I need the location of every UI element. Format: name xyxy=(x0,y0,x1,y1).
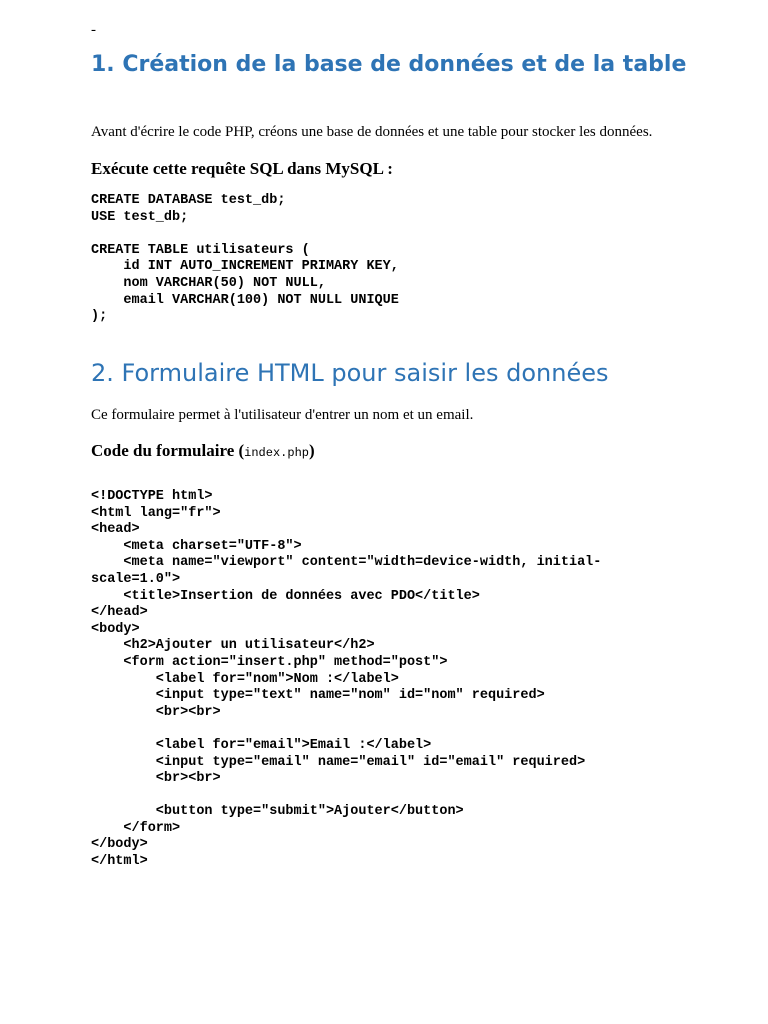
section-2-intro: Ce formulaire permet à l'utilisateur d'entrer un nom et un email. xyxy=(91,407,474,423)
sql-code-block: CREATE DATABASE test_db; USE test_db; CREATE TABLE utilisateurs ( id INT AUTO_INCREMENT PRIMARY KEY, nom VARCHAR(50) NOT NULL, email VARCHAR(100) NOT NULL UNIQUE ); xyxy=(91,193,399,325)
html-code-block: <!DOCTYPE html> <html lang="fr"> <head> <meta charset="UTF-8"> <meta name="viewport" content="width=device-width, initial- scale=1.0"> <title>Insertion de données avec PDO</title> </head> <body> <h2>Ajouter un utilisateur</h2> <form action="insert.php" method="post"> <label for="nom">Nom :</label> <input type="text" name="nom" id="nom" required> <br><br> <label for="email">Email :</label> <input type="email" name="email" id="email" required> <br><br> <button type="submit">Ajouter</button> </form> </body> </html> xyxy=(91,489,602,870)
section-2-subheading xyxy=(91,440,315,464)
filename-code: index.php xyxy=(244,446,309,460)
section-2-heading: 2. Formulaire HTML pour saisir les données xyxy=(91,359,609,387)
subheading-prefix: Code du formulaire ( xyxy=(91,441,245,460)
section-1-heading: 1. Création de la base de données et de la table xyxy=(91,52,687,77)
top-marker: - xyxy=(91,22,96,38)
subheading-suffix: ) xyxy=(308,441,315,460)
section-1-intro: Avant d'écrire le code PHP, créons une base de données et une table pour stocker les données. xyxy=(91,124,653,140)
section-1-subheading: Exécute cette requête SQL dans MySQL : xyxy=(91,159,393,178)
